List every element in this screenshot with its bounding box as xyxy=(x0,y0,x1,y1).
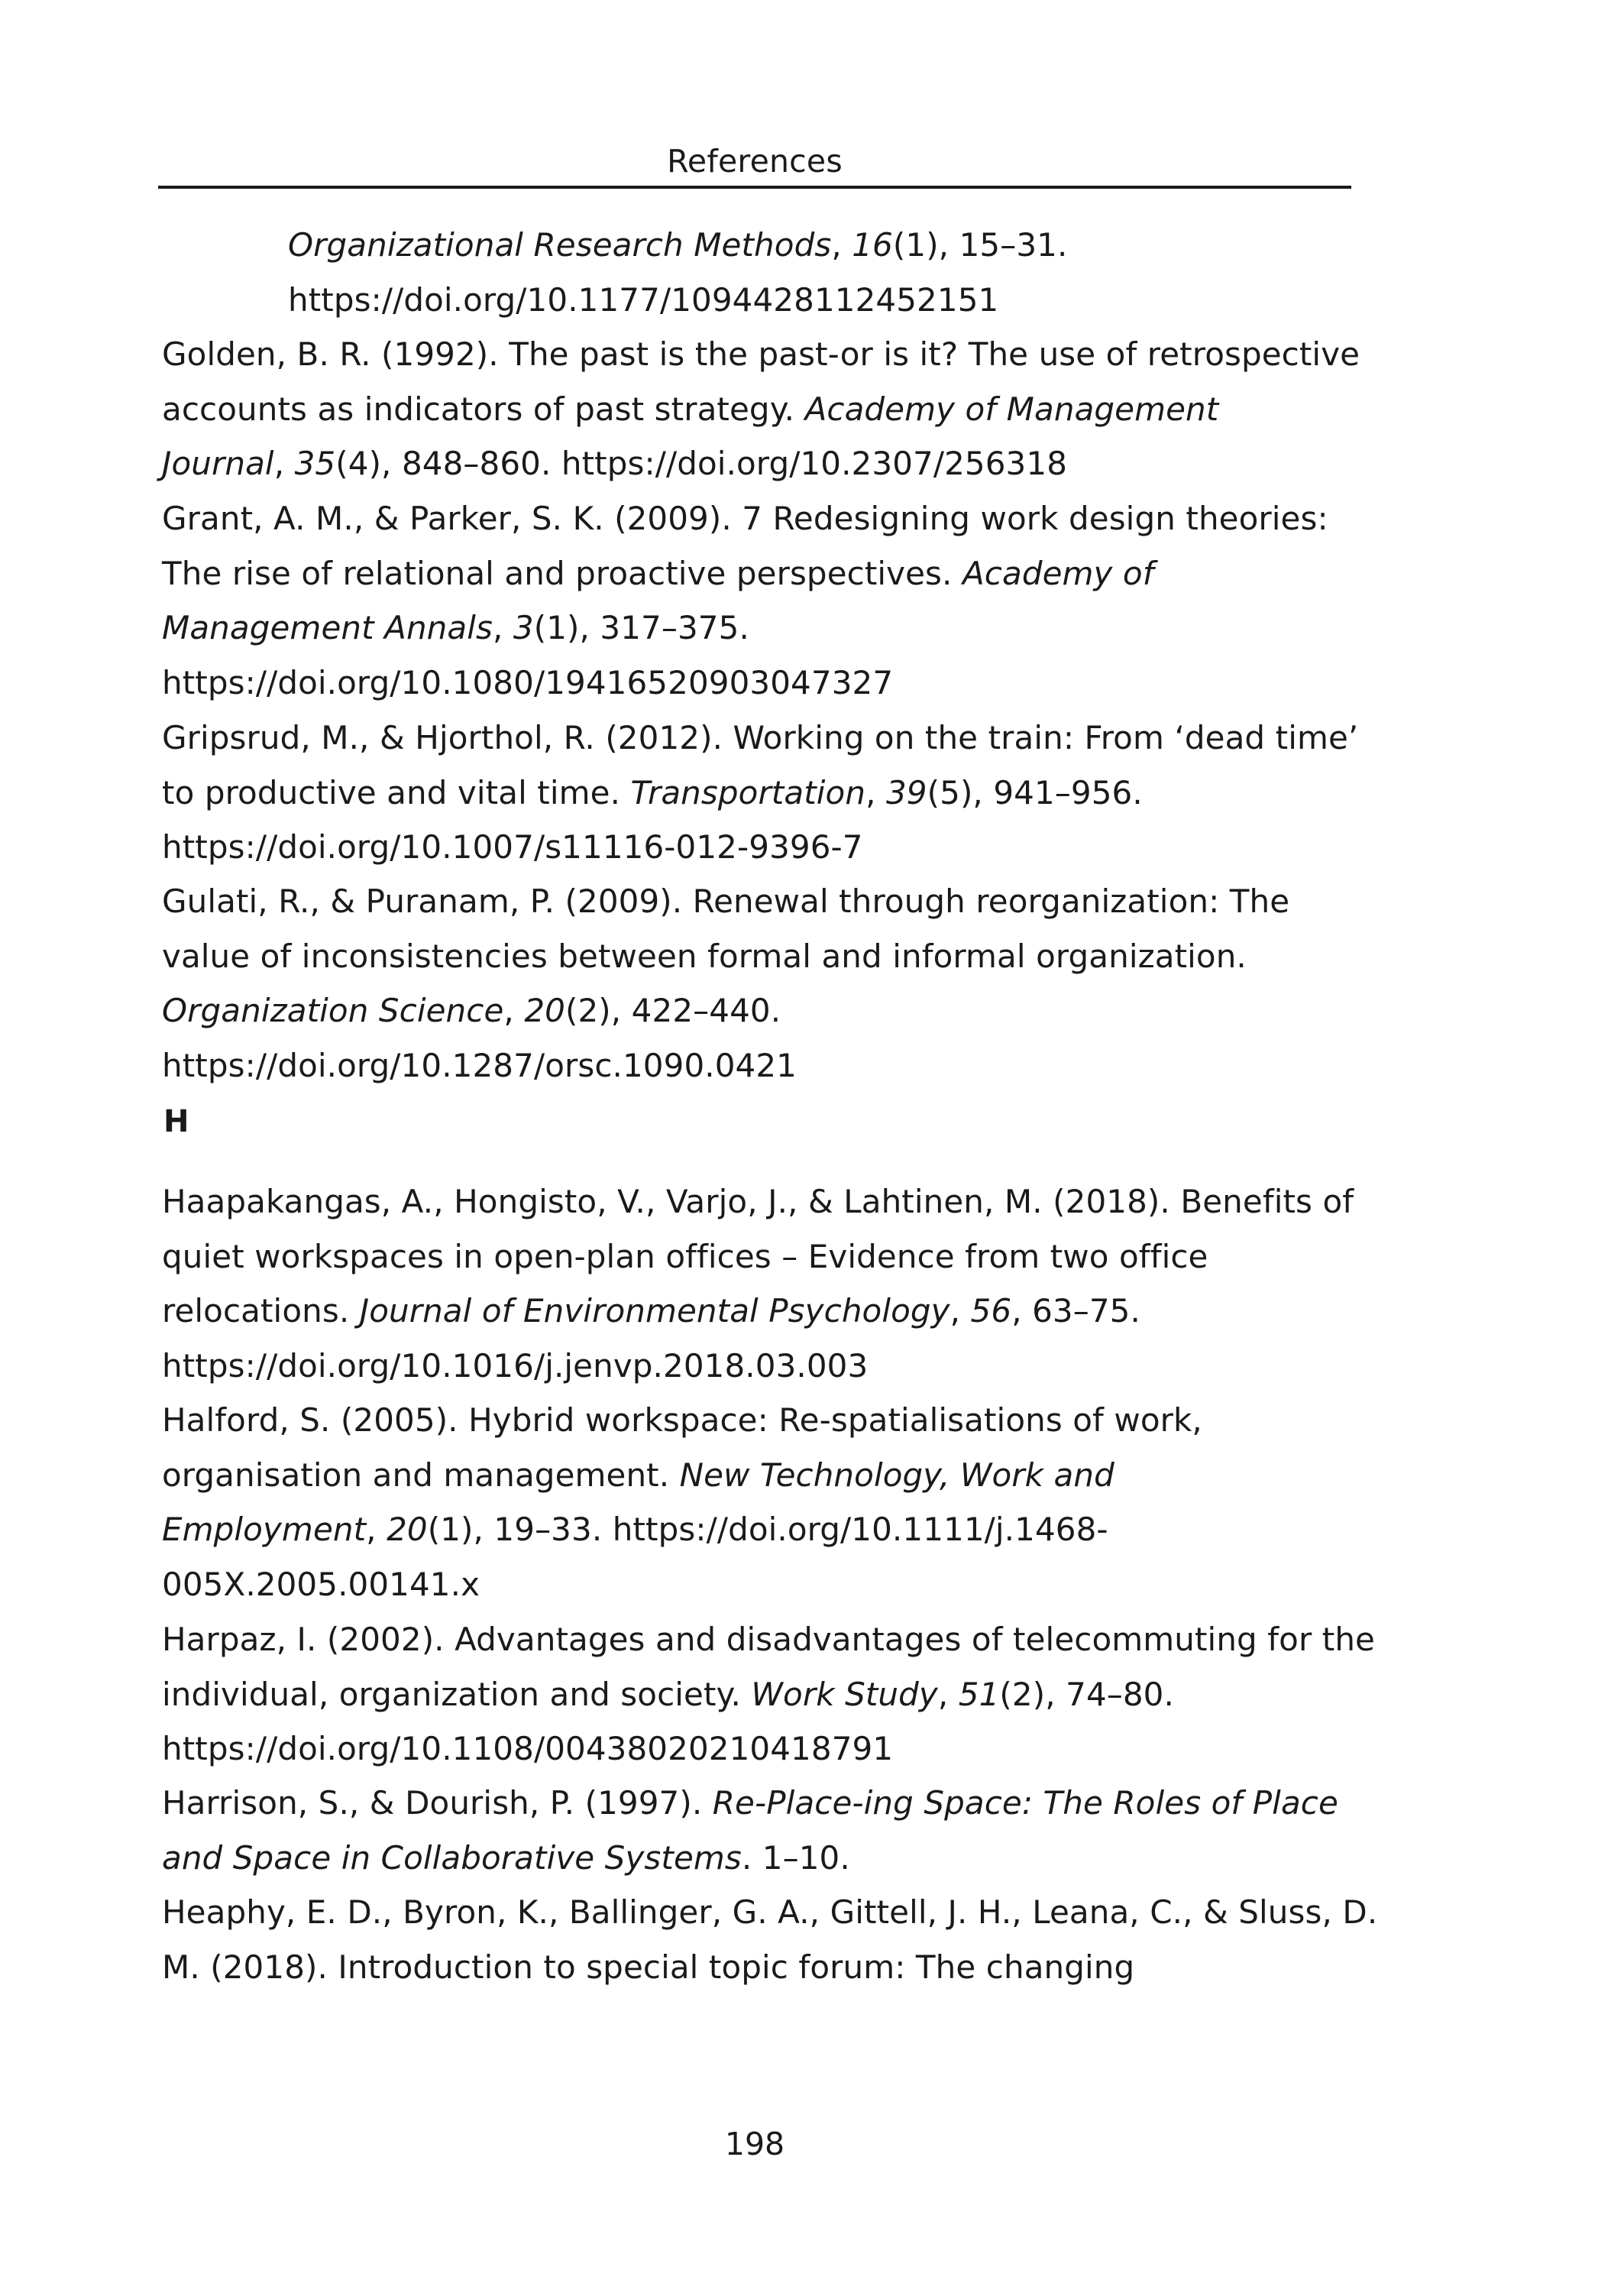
reference-entry-grant xyxy=(162,491,1354,710)
reference-entry-haapakangas xyxy=(162,1174,1354,1393)
reference-continuation xyxy=(162,218,1354,327)
reference-line: Gripsrud, M., & Hjorthol, R. (2012). Working on the train: From ‘dead time’ xyxy=(162,719,1359,756)
reference-line: quiet workspaces in open-plan offices – Evidence from two office xyxy=(162,1237,1208,1275)
reference-entry-gulati xyxy=(162,874,1354,1093)
reference-line: Halford, S. (2005). Hybrid workspace: Re-spatialisations of work, xyxy=(162,1401,1202,1439)
doi-link: 005X.2005.00141.x xyxy=(162,1565,480,1603)
running-head: References xyxy=(667,143,843,180)
reference-line: value of inconsistencies between formal and informal organization. xyxy=(162,937,1247,975)
reference-entry-harrison xyxy=(162,1776,1354,1885)
reference-line: Gulati, R., & Puranam, P. (2009). Renewal through reorganization: The xyxy=(162,883,1290,920)
reference-line: The rise of relational and proactive perspectives. Academy of xyxy=(162,554,1154,592)
volume: 16 xyxy=(852,226,893,264)
reference-line: Harrison, S., & Dourish, P. (1997). Re-Place-ing Space: The Roles of Place xyxy=(162,1784,1338,1822)
reference-line: Heaphy, E. D., Byron, K., Ballinger, G. A., Gittell, J. H., Leana, C., & Sluss, D. xyxy=(162,1893,1378,1931)
doi-link: https://doi.org/10.1016/j.jenvp.2018.03.003 xyxy=(162,1346,869,1385)
reference-line: M. (2018). Introduction to special topic forum: The changing xyxy=(162,1948,1135,1986)
reference-line: Harpaz, I. (2002). Advantages and disadvantages of telecommuting for the xyxy=(162,1621,1375,1658)
reference-line: to productive and vital time. Transportation, 39(5), 941–956. xyxy=(162,773,1143,811)
section-heading-h: H xyxy=(163,1104,189,1139)
header-rule xyxy=(158,186,1351,189)
reference-line: and Space in Collaborative Systems. 1–10. xyxy=(162,1838,850,1877)
doi-link: https://doi.org/10.1007/s11116-012-9396-7 xyxy=(162,828,863,866)
journal-title: Organizational Research Methods xyxy=(288,226,832,264)
reference-line: Grant, A. M., & Parker, S. K. (2009). 7 Redesigning work design theories: xyxy=(162,500,1328,537)
reference-line: Golden, B. R. (1992). The past is the past-or is it? The use of retrospective xyxy=(162,335,1360,373)
reference-line: accounts as indicators of past strategy. Academy of Management xyxy=(162,390,1219,428)
reference-entry-golden xyxy=(162,327,1360,491)
reference-entry-heaphy xyxy=(162,1885,1378,1994)
reference-line: Journal, 35(4), 848–860. https://doi.org/10.2307/256318 xyxy=(162,445,1068,482)
reference-entry-halford xyxy=(162,1393,1354,1611)
reference-line: Organizational Research Methods, 16(1), 15–31. xyxy=(288,226,1068,264)
doi-link: https://doi.org/10.1080/19416520903047327 xyxy=(162,663,894,701)
reference-line: organisation and management. New Technology, Work and xyxy=(162,1456,1114,1494)
doi-link: https://doi.org/10.1177/1094428112452151 xyxy=(288,280,999,319)
reference-line: Haapakangas, A., Hongisto, V., Varjo, J., & Lahtinen, M. (2018). Benefits of xyxy=(162,1183,1354,1220)
page-number: 198 xyxy=(724,2126,785,2162)
doi-link: https://doi.org/10.1287/orsc.1090.0421 xyxy=(162,1046,797,1084)
reference-line: Organization Science, 20(2), 422–440. xyxy=(162,992,781,1029)
reference-line: Management Annals, 3(1), 317–375. xyxy=(162,609,749,646)
doi-link: https://doi.org/10.1108/00438020210418791 xyxy=(162,1730,894,1767)
reference-line: Employment, 20(1), 19–33. https://doi.org/10.1111/j.1468- xyxy=(162,1511,1108,1548)
reference-entry-harpaz xyxy=(162,1612,1375,1776)
reference-entry-gripsrud xyxy=(162,711,1359,875)
reference-line: relocations. Journal of Environmental Psychology, 56, 63–75. xyxy=(162,1292,1140,1329)
reference-line: individual, organization and society. Work Study, 51(2), 74–80. xyxy=(162,1675,1174,1713)
